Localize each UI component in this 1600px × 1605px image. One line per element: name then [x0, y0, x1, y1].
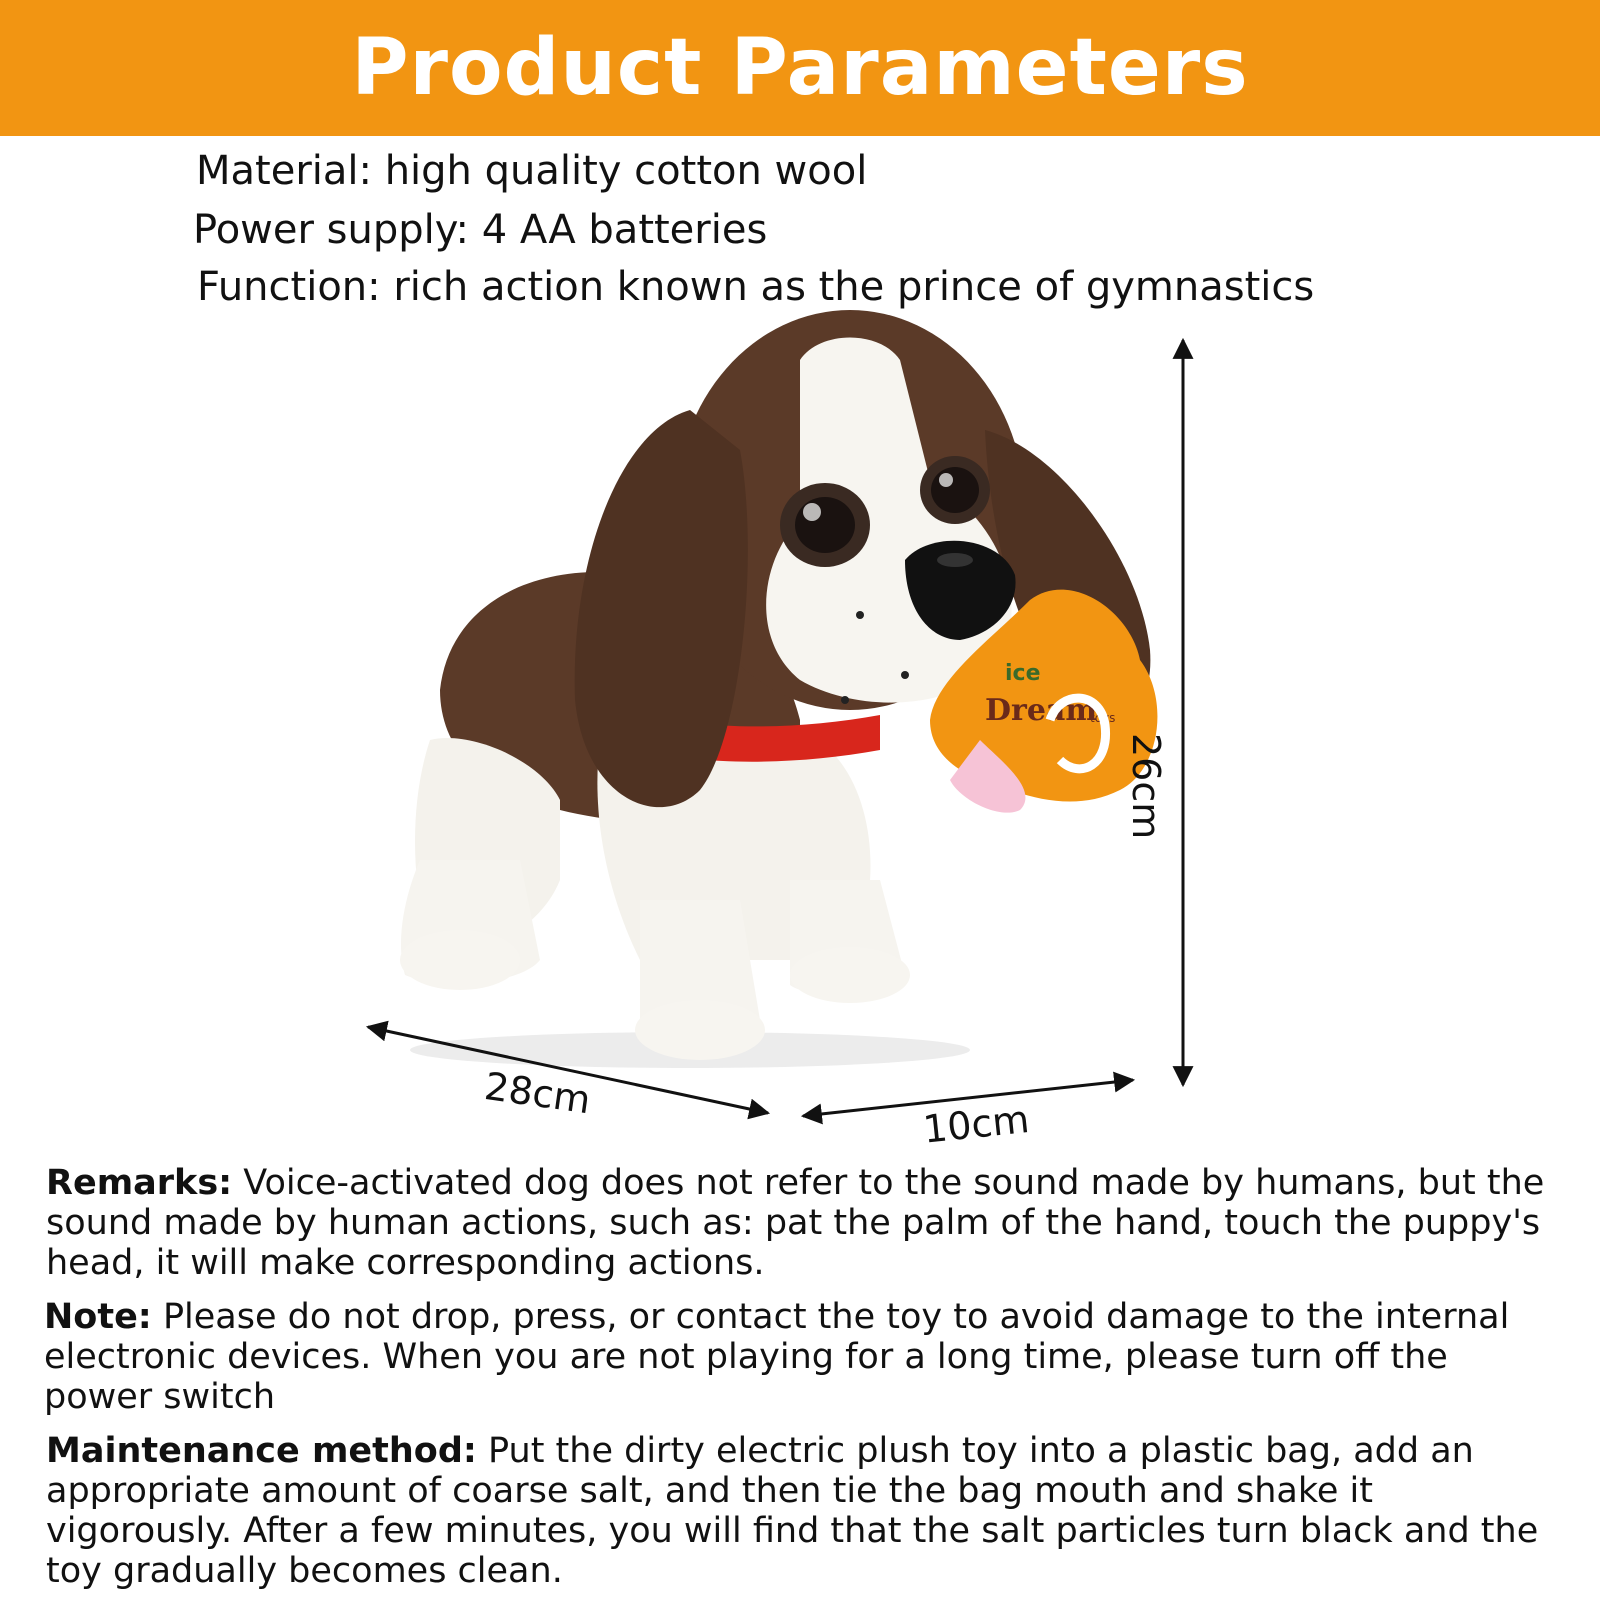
note-text: Please do not drop, press, or contact the toy to avoid damage to the internal electronic devices. When you are not playing for a long time, please turn off the power switch: [44, 1297, 1510, 1417]
svg-text:Dream: Dream: [985, 693, 1098, 728]
notes-section: [46, 1163, 1566, 1605]
remarks-text: Voice-activated dog does not refer to the sound made by humans, but the sound made by human actions, such as: pat the palm of the hand, touch the puppy's head, it will make corresponding actions.: [46, 1163, 1545, 1283]
maintenance-label: Maintenance method:: [46, 1431, 477, 1471]
remarks-label: Remarks:: [46, 1163, 233, 1203]
width-label: 10cm: [921, 1096, 1032, 1152]
height-label: 26cm: [1124, 733, 1168, 840]
length-label: 28cm: [481, 1064, 594, 1123]
param-material: Material: high quality cotton wool: [196, 148, 868, 194]
svg-text:toys: toys: [1090, 711, 1116, 725]
plush-dog-image: [400, 310, 1157, 1068]
svg-text:ice: ice: [1005, 661, 1041, 686]
maintenance-paragraph: [46, 1431, 1566, 1591]
note-paragraph: [44, 1297, 1566, 1417]
note-label: Note:: [44, 1297, 152, 1337]
page-title: Product Parameters: [351, 23, 1249, 113]
param-power-supply: Power supply: 4 AA batteries: [193, 207, 768, 253]
param-function: Function: rich action known as the prince of gymnastics: [197, 264, 1315, 310]
remarks-paragraph: [46, 1163, 1566, 1283]
maintenance-text: Put the dirty electric plush toy into a plastic bag, add an appropriate amount of coarse salt, and then tie the bag mouth and shake it vigorously. After a few minutes, you will find that the salt particles turn black and the toy gradually becomes clean.: [46, 1431, 1539, 1591]
